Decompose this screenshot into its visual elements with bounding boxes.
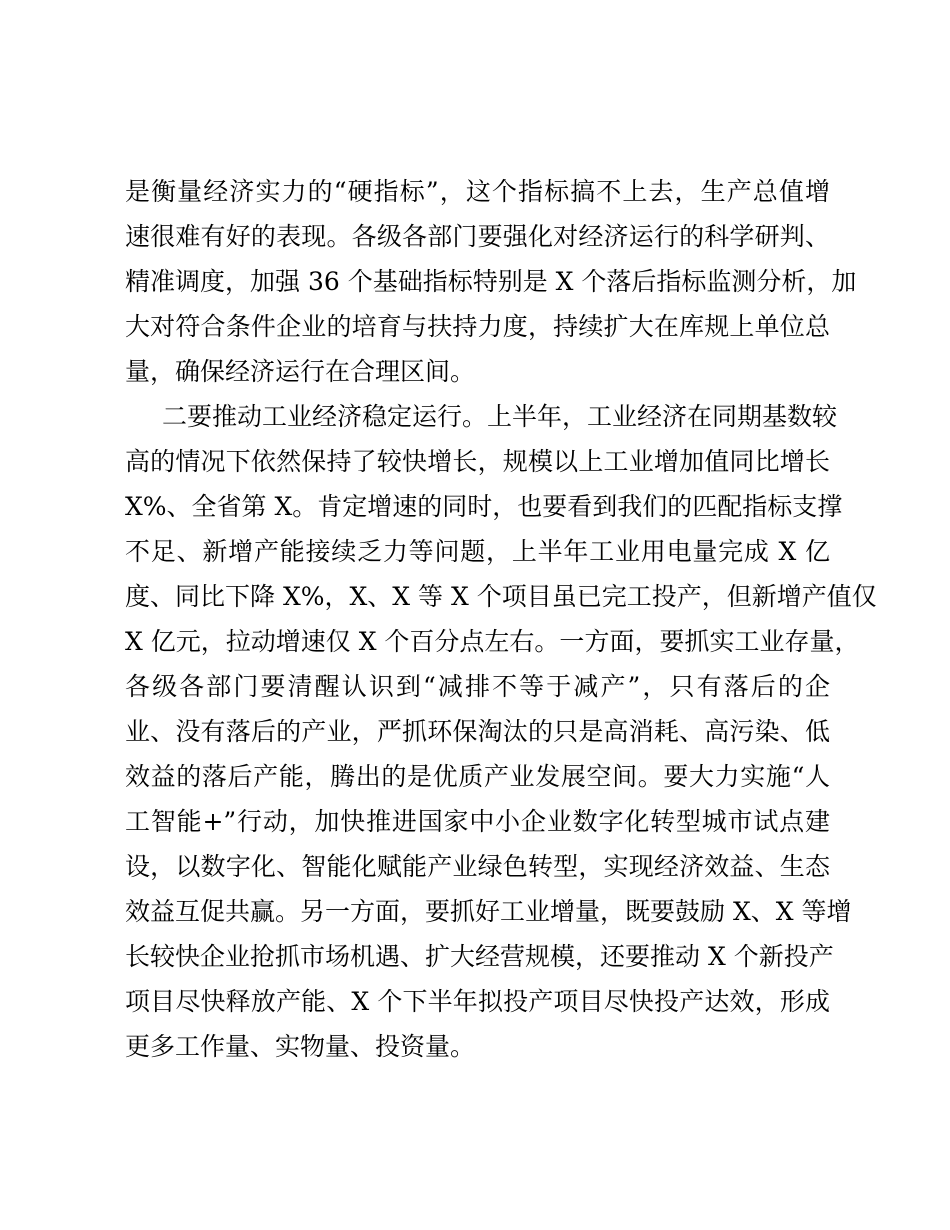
text-line-10: 度、同比下降 X%，X、X 等 X 个项目虽已完工投产，但新增产值仅 [125,582,877,611]
text-line-20: 更多工作量、实物量、投资量。 [125,1032,476,1061]
text-line-5: 量，确保经济运行在合理区间。 [125,357,476,386]
text-line-6: 二要推动工业经济稳定运行。上半年，工业经济在同期基数较 [162,402,838,431]
text-line-1: 是衡量经济实力的“硬指标”，这个指标搞不上去，生产总值增 [125,177,830,206]
text-line-13: 业、没有落后的产业，严抓环保淘汰的只是高消耗、高污染、低 [125,717,830,746]
text-line-17: 效益互促共赢。另一方面，要抓好工业增量，既要鼓励 X、X 等增 [125,897,852,926]
text-line-7: 高的情况下依然保持了较快增长，规模以上工业增加值同比增长 [125,447,830,476]
text-line-2: 速很难有好的表现。各级各部门要强化对经济运行的科学研判、 [125,222,830,251]
text-line-19: 项目尽快释放产能、X 个下半年拟投产项目尽快投产达效，形成 [125,987,830,1016]
text-line-3: 精准调度，加强 36 个基础指标特别是 X 个落后指标监测分析，加 [125,267,857,296]
text-line-9: 不足、新增产能接续乏力等问题，上半年工业用电量完成 X 亿 [125,537,830,566]
text-line-12: 各级各部门要清醒认识到“减排不等于减产”，只有落后的企 [125,672,830,701]
text-line-16: 设，以数字化、智能化赋能产业绿色转型，实现经济效益、生态 [125,852,830,881]
text-line-8: X%、全省第 X。肯定增速的同时，也要看到我们的匹配指标支撑 [125,492,843,521]
text-line-15: 工智能+”行动，加快推进国家中小企业数字化转型城市试点建 [125,807,830,836]
text-line-11: X 亿元，拉动增速仅 X 个百分点左右。一方面，要抓实工业存量， [125,627,860,656]
text-line-14: 效益的落后产能，腾出的是优质产业发展空间。要大力实施“人 [125,762,830,791]
text-line-4: 大对符合条件企业的培育与扶持力度，持续扩大在库规上单位总 [125,312,830,341]
text-line-18: 长较快企业抢抓市场机遇、扩大经营规模，还要推动 X 个新投产 [125,942,834,971]
